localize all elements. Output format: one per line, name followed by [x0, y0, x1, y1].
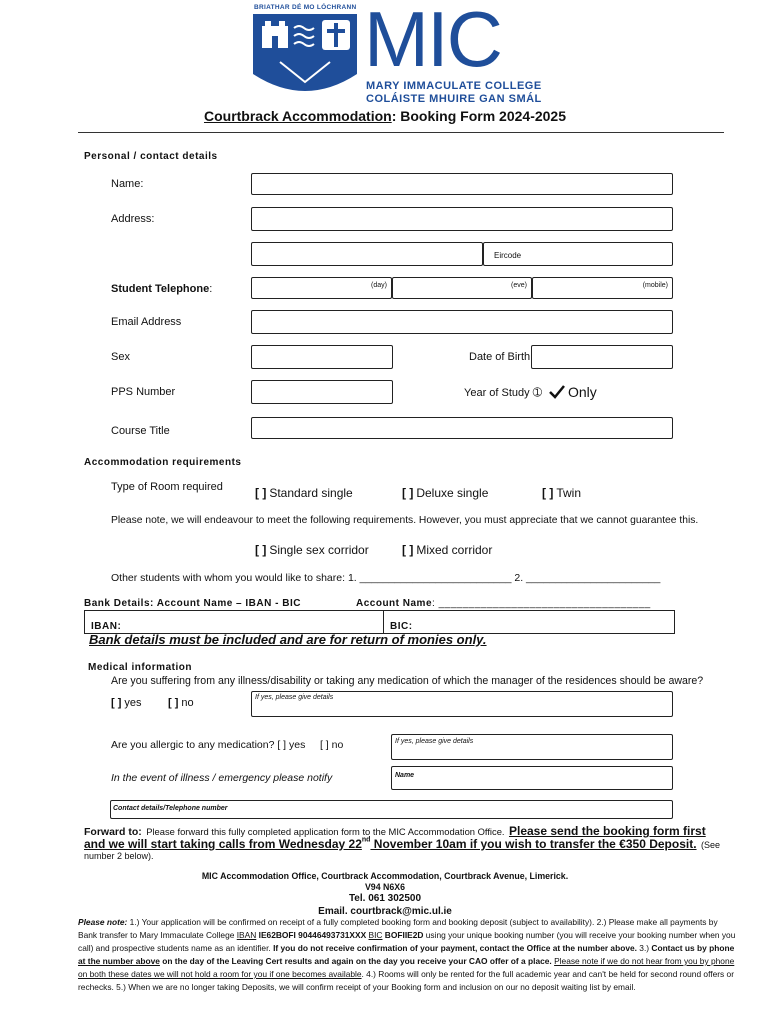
- telephone-day-field[interactable]: [251, 277, 392, 299]
- mobile-hint: (mobile): [642, 282, 668, 289]
- title-rest: : Booking Form 2024-2025: [391, 108, 566, 124]
- notes-label: Please note:: [78, 917, 128, 927]
- telephone-mobile-field[interactable]: [532, 277, 673, 299]
- option-single-sex[interactable]: [ ] Single sex corridor: [255, 543, 369, 557]
- page-title: [0, 108, 770, 124]
- year-marker-icon: ➀: [532, 387, 542, 399]
- office-address: MIC Accommodation Office, Courtbrack Accommodation, Courtbrack Avenue, Limerick.: [201, 871, 569, 881]
- pps-label: PPS Number: [111, 386, 176, 398]
- address-label: Address:: [111, 213, 155, 225]
- dob-label: Date of Birth: [469, 351, 531, 363]
- forward-label: Forward to:: [84, 826, 142, 838]
- section-personal: Personal / contact details: [84, 151, 218, 162]
- emergency-contact-hint: Contact details/Telephone number: [113, 805, 228, 812]
- allergy-details-field[interactable]: [391, 734, 673, 760]
- allergy-options[interactable]: [ ] yes [ ] no: [277, 739, 344, 751]
- section-medical: Medical information: [88, 662, 192, 673]
- sex-field[interactable]: [251, 345, 393, 369]
- eircode-field[interactable]: [483, 242, 673, 266]
- name-field[interactable]: [251, 173, 673, 195]
- office-tel: Tel. 061 302500: [348, 893, 422, 904]
- emergency-name-field[interactable]: [391, 766, 673, 790]
- address-field-1[interactable]: [251, 207, 673, 231]
- telephone-label: Student Telephone:: [111, 283, 213, 295]
- forward-text: Please forward this fully completed application form to the MIC Accommodation Office.: [146, 826, 505, 837]
- eve-hint: (eve): [511, 282, 527, 289]
- iban-label: IBAN:: [91, 621, 122, 632]
- room-type-label: Type of Room required: [111, 481, 223, 493]
- emergency-name-hint: Name: [395, 772, 415, 779]
- checkmark-icon: [549, 385, 565, 404]
- telephone-eve-field[interactable]: [392, 277, 532, 299]
- forward-see-2: number 2 below).: [84, 851, 154, 861]
- day-hint: (day): [371, 282, 387, 289]
- bic-label: BIC:: [390, 621, 413, 632]
- medical-details-field[interactable]: [251, 691, 673, 717]
- notes-block: Please note: 1.) Your application will be confirmed on receipt of a fully completed booking form and booking deposit (subject to availability). 2.) Please make all payments by Bank transfer to Mary Immaculate College IBAN IE62BOFI 90446493731XXX BIC BOFIIE2D using your unique booking number (you will receive your booking number when you call) and prospective students name as an identifier. If you do not receive confirmation of your payment, contact the Office at the number above. 3.) Contact us by phone at the number above on the day of the Leaving Cert results and again on the day you receive your CAO offer of a place. Please note if we do not hear from you by phone on both these dates we will not hold a room for you if one becomes available. 4.) Rooms will only be rented for the full academic year and can't be held for second round offers or rechecks. 5.) When we are no longer taking Deposits, we will confirm receipt of your Booking form and inclusion on our no deposit waiting list by email.: [78, 917, 736, 992]
- forward-emph-3: November 10am if you wish to transfer the €350 Deposit.: [370, 837, 697, 851]
- logo: [250, 0, 560, 106]
- option-mixed[interactable]: [ ] Mixed corridor: [402, 543, 493, 557]
- logo-college-en: MARY IMMACULATE COLLEGE: [366, 80, 542, 92]
- logo-college-ga: COLÁISTE MHUIRE GAN SMÁL: [366, 93, 542, 105]
- forward-emph-2: and we will start taking calls from Wednesday 22: [84, 837, 362, 851]
- option-twin[interactable]: [ ] Twin: [542, 486, 582, 500]
- option-deluxe-single[interactable]: [ ] Deluxe single: [402, 486, 489, 500]
- bank-note: Bank details must be included and are for return of monies only.: [89, 632, 487, 647]
- title-rule: [78, 132, 724, 133]
- iban-field[interactable]: [84, 610, 384, 634]
- account-name-row: Account Name: ___________________________________: [356, 598, 651, 609]
- share-line[interactable]: Other students with whom you would like to share: 1. __________________________ 2. _______________________: [111, 572, 661, 584]
- course-label: Course Title: [111, 425, 170, 437]
- medical-yes-option[interactable]: [ ] yes: [111, 697, 142, 709]
- logo-letters: MIC: [364, 0, 501, 83]
- section-bank: Bank Details: Account Name – IBAN - BIC: [84, 598, 301, 609]
- section-accommodation: Accommodation requirements: [84, 457, 242, 468]
- bic-field[interactable]: [383, 610, 675, 634]
- title-underlined: Courtbrack Accommodation: [203, 108, 392, 124]
- address-field-2[interactable]: [251, 242, 483, 266]
- forward-emph-1: Please send the booking form first: [508, 824, 706, 838]
- name-label: Name:: [111, 178, 144, 190]
- medical-no-option[interactable]: [ ] no: [168, 697, 194, 709]
- allergy-question: Are you allergic to any medication? [ ] yes [ ] no: [111, 739, 344, 751]
- emergency-contact-field[interactable]: [110, 800, 673, 819]
- allergy-details-hint: If yes, please give details: [395, 738, 474, 745]
- sex-label: Sex: [111, 351, 130, 363]
- office-email[interactable]: Email. courtbrack@mic.ul.ie: [318, 906, 452, 917]
- only-label: Only: [568, 384, 597, 400]
- eircode-label: Eircode: [494, 251, 522, 260]
- forward-line-2: [84, 835, 720, 853]
- email-field[interactable]: [251, 310, 673, 334]
- logo-motto: BRIATHAR DÉ MO LÓCHRANN: [254, 4, 357, 11]
- office-eircode: V94 N6X6: [364, 882, 406, 892]
- option-standard-single[interactable]: [ ] Standard single: [255, 486, 353, 500]
- forward-see: (See: [701, 840, 721, 850]
- email-label: Email Address: [111, 316, 182, 328]
- medical-details-hint: If yes, please give details: [255, 694, 334, 701]
- forward-sup: nd: [361, 836, 371, 844]
- dob-field[interactable]: [531, 345, 673, 369]
- accommodation-note: Please note, we will endeavour to meet the following requirements. However, you must appreciate that we cannot guarantee this.: [111, 515, 699, 526]
- emergency-label: In the event of illness / emergency please notify: [111, 772, 333, 784]
- college-crest-icon: [250, 4, 360, 106]
- medical-question: Are you suffering from any illness/disability or taking any medication of which the manager of the residences should be aware?: [111, 675, 704, 687]
- year-of-study-label: Year of Study ➀: [464, 387, 542, 399]
- pps-field[interactable]: [251, 380, 393, 404]
- course-field[interactable]: [251, 417, 673, 439]
